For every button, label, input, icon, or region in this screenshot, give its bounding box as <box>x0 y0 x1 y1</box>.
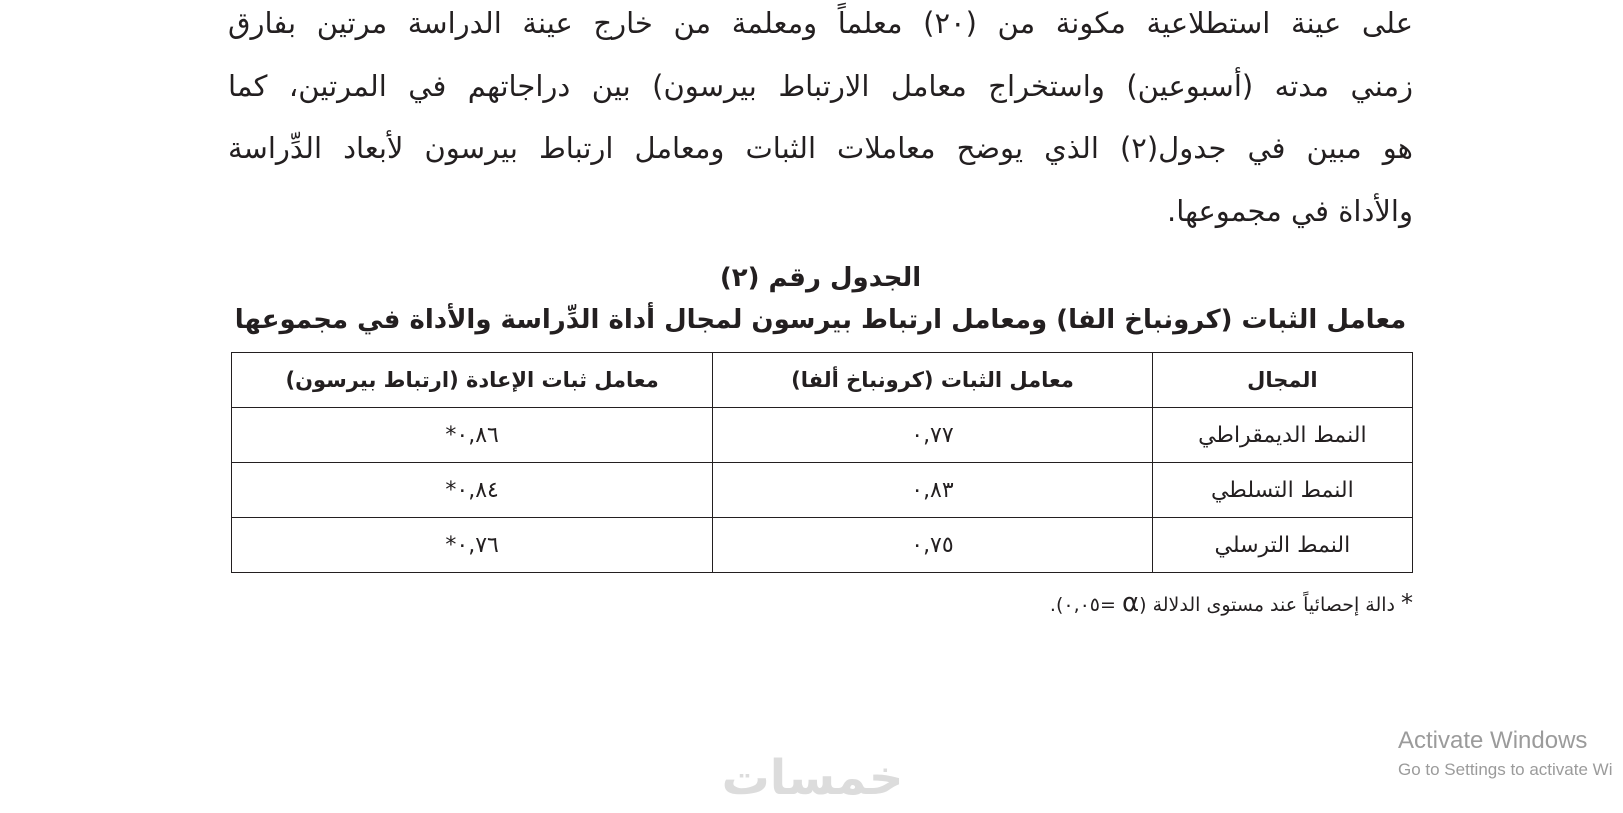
activation-subtitle: Go to Settings to activate Wi <box>1398 760 1613 779</box>
watermark-logo: خمسات <box>721 750 904 806</box>
cell-alpha: ٠,٨٣ <box>713 463 1152 518</box>
windows-activation-notice <box>1398 726 1612 784</box>
table-row <box>232 408 1413 463</box>
table-row <box>232 518 1413 573</box>
cell-alpha: ٠,٧٥ <box>713 518 1152 573</box>
reliability-table <box>231 352 1413 573</box>
alpha-symbol: α <box>1121 588 1140 618</box>
paragraph-line-3: هو مبين في جدول(٢) الذي يوضح معاملات الثبات ومعامل ارتباط بيرسون لأبعاد الدِّراسة <box>228 131 1413 165</box>
paragraph-line-1: على عينة استطلاعية مكونة من (٢٠) معلماً ومعلمة من خارج عينة الدراسة مرتين بفارق <box>228 6 1413 40</box>
paragraph-line-2: زمني مدته (أسبوعين) واستخراج معامل الارتباط بيرسون) بين دراجاتهم في المرتين، كما <box>228 68 1413 103</box>
cell-retest: ٠,٨٦* <box>232 408 713 463</box>
paragraph-line-4: والأداة في مجموعها. <box>1167 193 1413 228</box>
footnote-text: دالة إحصائياً عند مستوى الدلالة ( <box>1139 594 1395 616</box>
table-header-row <box>232 353 1413 408</box>
cell-retest: ٠,٧٦* <box>232 518 713 573</box>
activation-title: Activate Windows <box>1398 727 1588 754</box>
header-domain: المجال <box>1152 353 1412 408</box>
cell-retest: ٠,٨٤* <box>232 463 713 518</box>
table-footnote <box>228 588 1413 620</box>
body-paragraph <box>228 0 1413 242</box>
table-row <box>232 463 1413 518</box>
cell-domain: النمط التسلطي <box>1152 463 1412 518</box>
header-retest: معامل ثبات الإعادة (ارتباط بيرسون) <box>232 353 713 408</box>
header-alpha: معامل الثبات (كرونباخ ألفا) <box>713 353 1152 408</box>
footnote-value: =٠,٠٥). <box>1049 594 1122 616</box>
table-number-caption: الجدول رقم (٢) <box>719 263 922 293</box>
cell-alpha: ٠,٧٧ <box>713 408 1152 463</box>
footnote-star: * <box>1401 589 1413 617</box>
cell-domain: النمط الديمقراطي <box>1152 408 1412 463</box>
cell-domain: النمط الترسلي <box>1152 518 1412 573</box>
table-title-caption: معامل الثبات (كرونباخ الفا) ومعامل ارتباط بيرسون لمجال أداة الدِّراسة والأداة في مجموعها <box>234 305 1407 335</box>
